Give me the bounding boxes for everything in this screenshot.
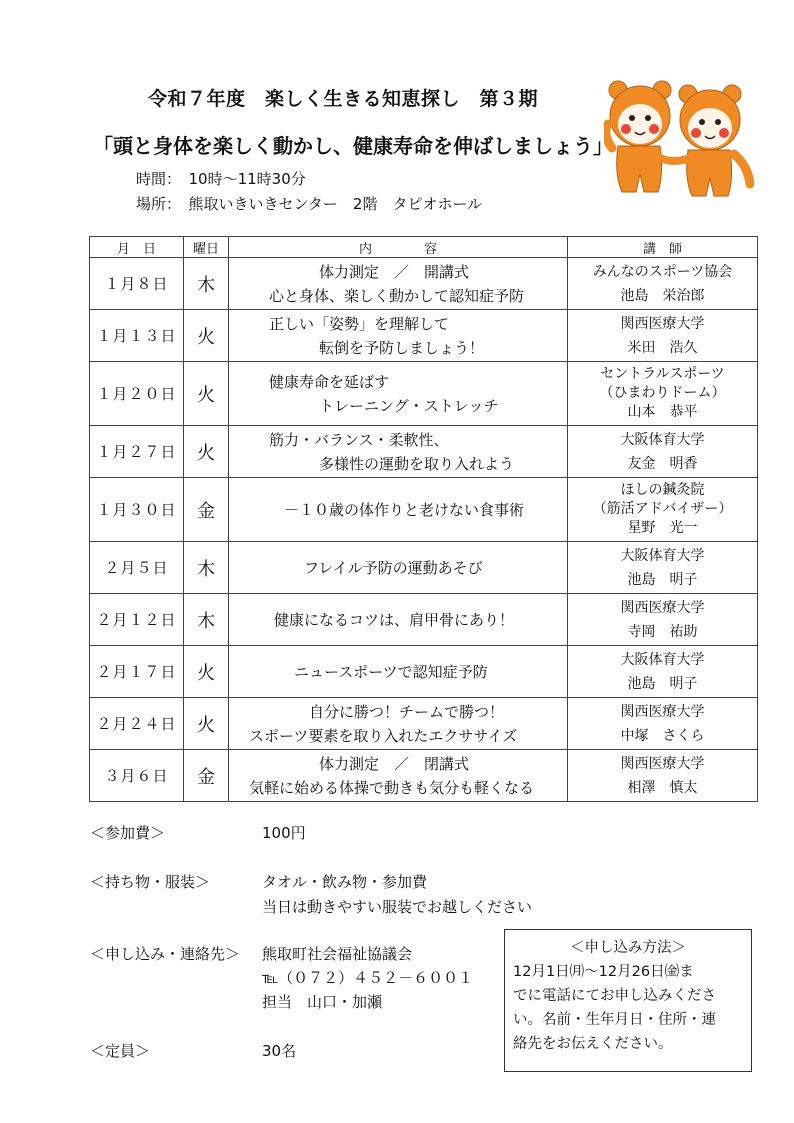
cell-lecturer (568, 750, 758, 802)
content-line: －１０歳の体作りと老けない食事術 (284, 500, 525, 519)
lecturer-affiliation: ほしの鍼灸院 (620, 482, 705, 498)
event-place: 場所： 熊取いきいきセンター 2階 タピオホール (136, 195, 483, 213)
lecturer-affiliation: 関西医療大学 (620, 315, 705, 332)
event-time: 時間： 10時～11時30分 (136, 170, 306, 188)
schedule-table (89, 236, 758, 802)
apply-method-line: 12月1日㈪～12月26日㈮ま (513, 964, 694, 980)
cell-date: １月３０日 (90, 478, 184, 542)
content-line: 気軽に始める体操で動きも気分も軽くなる (249, 778, 535, 797)
cell-date: ２月５日 (90, 542, 184, 594)
lecturer-name: 友金 明香 (627, 455, 698, 472)
cell-content (229, 646, 568, 698)
mascot-left-icon (606, 81, 671, 192)
content-line: 正しい「姿勢」を理解して (269, 314, 450, 333)
cell-date: １月１３日 (90, 310, 184, 362)
content-line: スポーツ要素を取り入れたエクササイズ (249, 726, 518, 745)
items-value: タオル・飲み物・参加費 (262, 873, 428, 891)
table-row (90, 750, 758, 802)
cell-weekday: 金 (184, 478, 229, 542)
cell-lecturer (568, 594, 758, 646)
lecturer-affiliation: 大阪体育大学 (620, 547, 705, 564)
lecturer-name: 山本 恭平 (627, 404, 698, 420)
header-dow: 曜日 (184, 237, 229, 258)
table-row (90, 478, 758, 542)
cell-content (229, 542, 568, 594)
cell-lecturer (568, 698, 758, 750)
lecturer-name: 星野 光一 (627, 520, 698, 536)
contact-label: ＜申し込み・連絡先＞ (90, 945, 241, 963)
apply-method-line: い。名前・生年月日・住所・連 (513, 1012, 716, 1028)
cell-content (229, 362, 568, 426)
table-row (90, 542, 758, 594)
table-row (90, 426, 758, 478)
fee-value: 100円 (262, 824, 306, 842)
header-date: 月 日 (90, 237, 184, 258)
lecturer-name: 池島 栄治郎 (620, 287, 705, 304)
cell-weekday: 火 (184, 310, 229, 362)
lecturer-name: 寺岡 祐助 (627, 623, 698, 640)
cell-date: ２月１２日 (90, 594, 184, 646)
apply-method-line: でに電話にてお申し込みくださ (513, 988, 716, 1004)
lecturer-affiliation: 大阪体育大学 (620, 651, 705, 668)
cell-weekday: 金 (184, 750, 229, 802)
content-line: 健康寿命を延ばす (269, 372, 390, 391)
mascot-pair-illustration (604, 74, 754, 204)
cell-weekday: 木 (184, 258, 229, 310)
content-line: 心と身体、楽しく動かして認知症予防 (269, 286, 525, 305)
items-label: ＜持ち物・服装＞ (90, 873, 211, 891)
table-row (90, 258, 758, 310)
cell-weekday: 火 (184, 698, 229, 750)
cell-content (229, 478, 568, 542)
lecturer-affiliation: （筋活アドバイザー） (592, 501, 733, 517)
page-subtitle: 「頭と身体を楽しく動かし、健康寿命を伸ばしましょう」 (93, 134, 613, 158)
contact-person: 担当 山口・加瀬 (262, 993, 383, 1011)
fee-label: ＜参加費＞ (90, 824, 166, 842)
cell-date: １月２７日 (90, 426, 184, 478)
cell-content (229, 698, 568, 750)
cell-content (229, 426, 568, 478)
lecturer-affiliation: 関西医療大学 (620, 755, 705, 772)
cell-lecturer (568, 646, 758, 698)
cell-lecturer (568, 362, 758, 426)
content-line: ニュースポーツで認知症予防 (294, 662, 488, 681)
cell-date: ２月１７日 (90, 646, 184, 698)
header-lecturer: 講 師 (568, 237, 758, 258)
cell-lecturer (568, 426, 758, 478)
cell-lecturer (568, 310, 758, 362)
apply-method-title: ＜申し込み方法＞ (570, 940, 686, 956)
content-line: フレイル予防の運動あそび (304, 558, 483, 577)
page-title: 令和７年度 楽しく生きる知恵探し 第３期 (148, 88, 539, 110)
content-line: 自分に勝つ！チームで勝つ！ (309, 702, 505, 721)
lecturer-affiliation: みんなのスポーツ協会 (592, 263, 733, 280)
cell-weekday: 火 (184, 426, 229, 478)
table-row (90, 698, 758, 750)
cell-content (229, 594, 568, 646)
cell-content (229, 750, 568, 802)
content-line: 多様性の運動を取り入れよう (319, 454, 515, 473)
header-content: 内 容 (229, 237, 568, 258)
table-header-row (90, 237, 758, 258)
table-row (90, 362, 758, 426)
table-row (90, 646, 758, 698)
lecturer-affiliation: 関西医療大学 (620, 703, 705, 720)
lecturer-name: 中塚 さくら (620, 727, 705, 744)
attire-value: 当日は動きやすい服装でお越しください (262, 898, 533, 916)
lecturer-affiliation: 関西医療大学 (620, 599, 705, 616)
contact-org: 熊取町社会福祉協議会 (262, 945, 413, 963)
contact-tel: ℡（０７２）４５２－６００１ (262, 969, 474, 987)
apply-method-line: 絡先をお伝えください。 (513, 1036, 673, 1052)
table-row (90, 310, 758, 362)
cell-weekday: 木 (184, 594, 229, 646)
cell-weekday: 火 (184, 362, 229, 426)
cell-content (229, 310, 568, 362)
capacity-value: 30名 (262, 1042, 297, 1060)
cell-weekday: 木 (184, 542, 229, 594)
lecturer-affiliation: （ひまわりドーム） (599, 385, 726, 401)
cell-date: １月８日 (90, 258, 184, 310)
table-row (90, 594, 758, 646)
content-line: 体力測定 ／ 閉講式 (319, 754, 470, 773)
lecturer-name: 池島 明子 (627, 675, 698, 692)
cell-lecturer (568, 258, 758, 310)
apply-method-box (504, 929, 752, 1072)
content-line: 転倒を予防しましょう！ (319, 338, 485, 357)
cell-date: ２月２４日 (90, 698, 184, 750)
lecturer-name: 米田 浩久 (627, 339, 698, 356)
content-line: 健康になるコツは、肩甲骨にあり！ (274, 610, 515, 629)
content-line: トレーニング・ストレッチ (319, 396, 499, 415)
lecturer-name: 池島 明子 (627, 571, 698, 588)
cell-lecturer (568, 542, 758, 594)
lecturer-affiliation: 大阪体育大学 (620, 431, 705, 448)
mascot-right-icon (660, 85, 750, 196)
lecturer-affiliation: セントラルスポーツ (600, 366, 725, 382)
cell-date: １月２０日 (90, 362, 184, 426)
cell-lecturer (568, 478, 758, 542)
cell-content (229, 258, 568, 310)
capacity-label: ＜定員＞ (90, 1042, 151, 1060)
cell-weekday: 火 (184, 646, 229, 698)
content-line: 体力測定 ／ 開講式 (319, 262, 470, 281)
lecturer-name: 相澤 慎太 (627, 779, 698, 796)
cell-date: ３月６日 (90, 750, 184, 802)
content-line: 筋力・バランス・柔軟性、 (269, 430, 449, 449)
